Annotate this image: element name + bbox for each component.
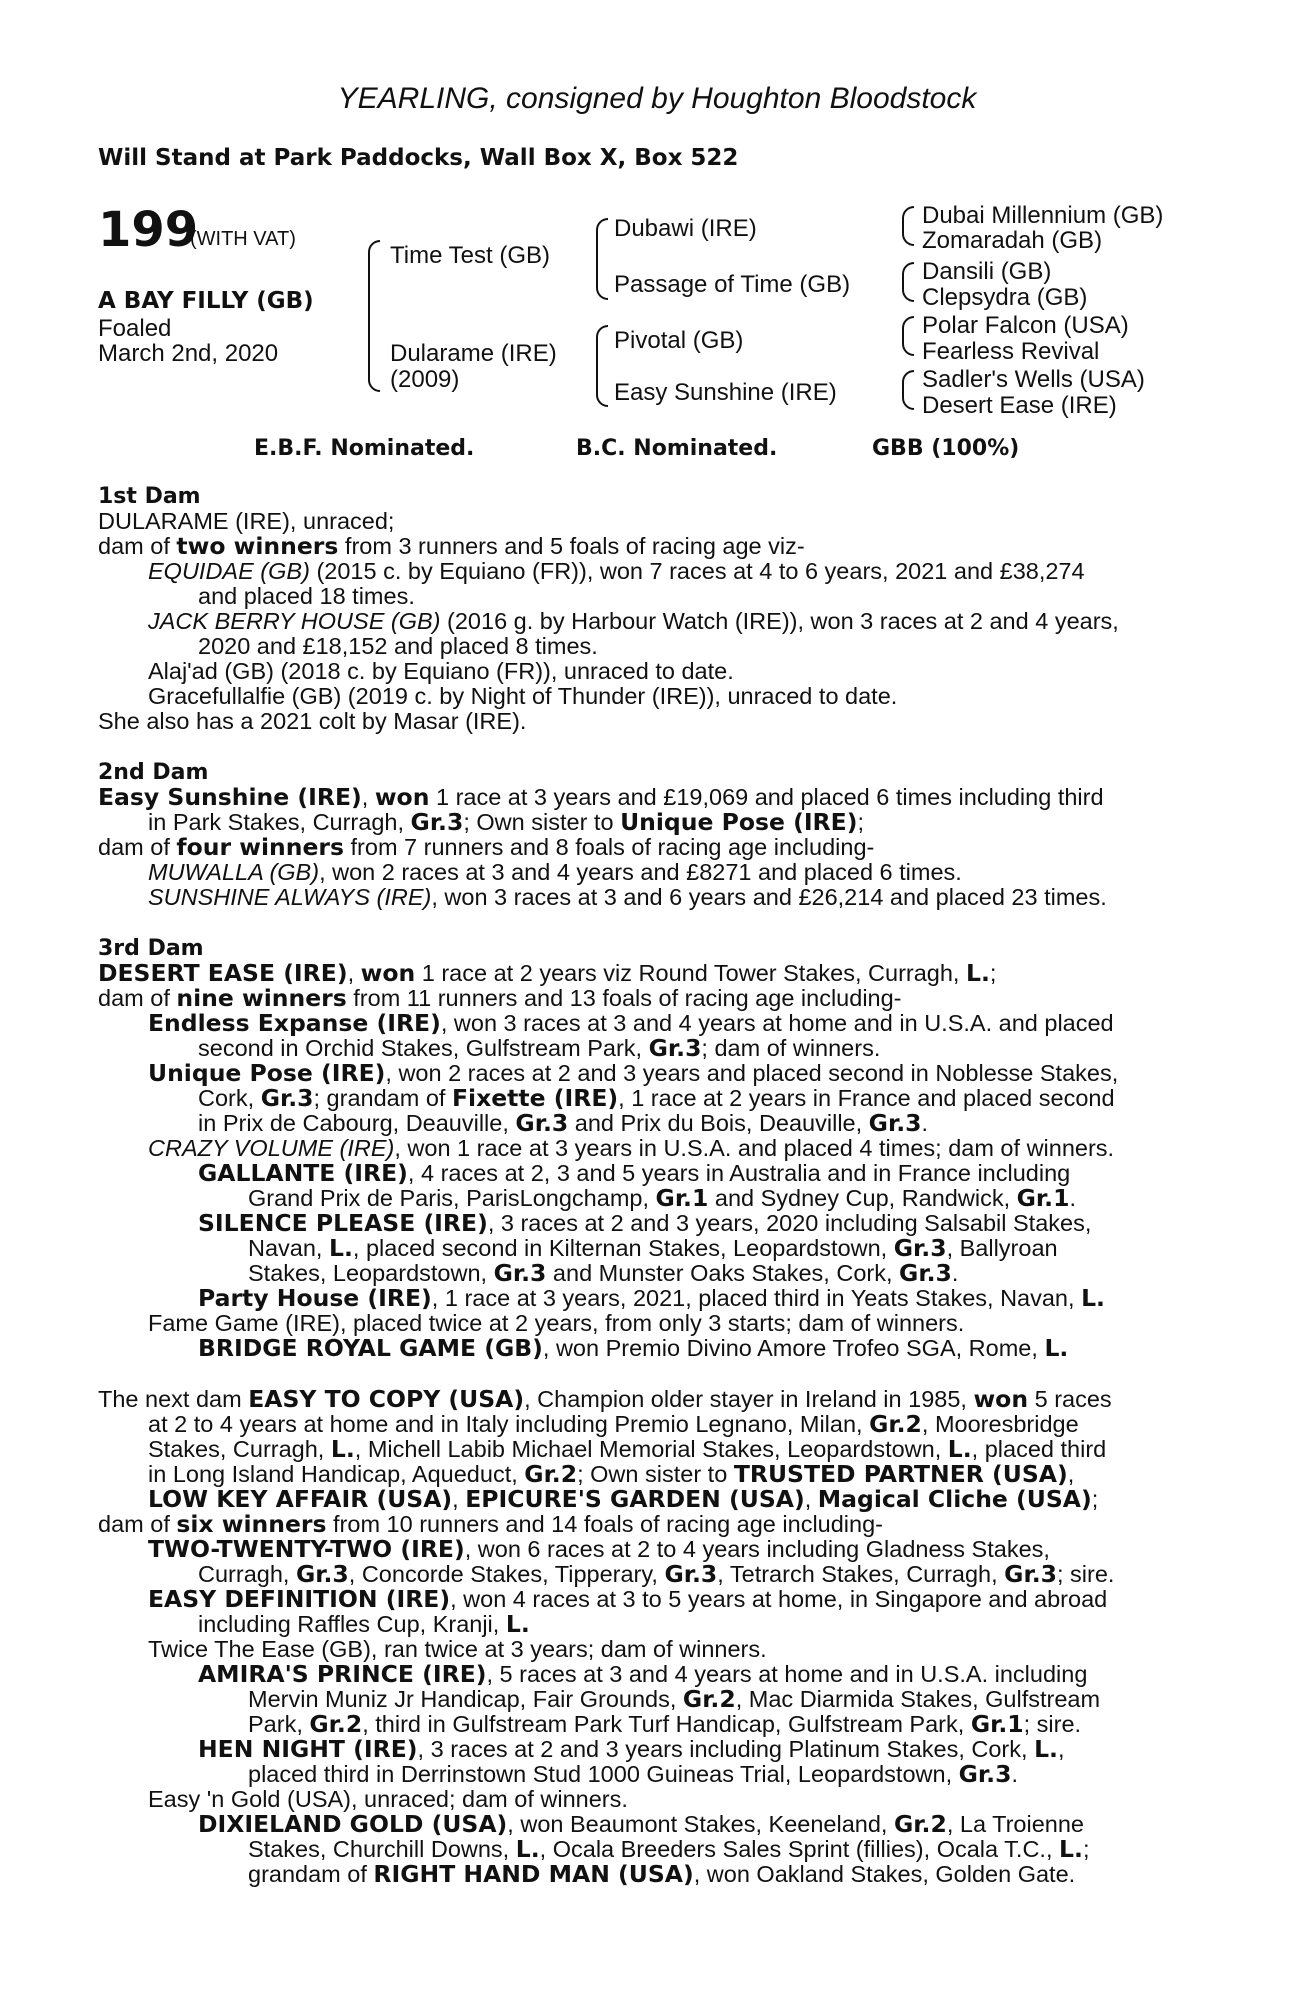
dam3-line: Fame Game (IRE), placed twice at 2 years, from only 3 starts; dam of winners. bbox=[148, 1310, 965, 1336]
next-dam-line: dam of six winners from 10 runners and 14 foals of racing age including- bbox=[98, 1510, 883, 1538]
next-dam-line: EASY DEFINITION (IRE), won 4 races at 3 to 5 years at home, in Singapore and abroad bbox=[148, 1585, 1108, 1613]
dam: Dularame (IRE) bbox=[390, 340, 557, 367]
dam-dam: Easy Sunshine (IRE) bbox=[614, 379, 837, 406]
g1b: Zomaradah (GB) bbox=[922, 227, 1103, 254]
next-dam-line: Mervin Muniz Jr Handicap, Fair Grounds, Gr.2, Mac Diarmida Stakes, Gulfstream bbox=[248, 1685, 1101, 1713]
dam1-line: Gracefullalfie (GB) (2019 c. by Night of Thunder (IRE)), unraced to date. bbox=[148, 683, 898, 709]
dam3-line: SILENCE PLEASE (IRE), 3 races at 2 and 3 years, 2020 including Salsabil Stakes, bbox=[198, 1209, 1092, 1237]
g4b: Desert Ease (IRE) bbox=[922, 392, 1117, 419]
page-title: YEARLING, consigned by Houghton Bloodstock bbox=[337, 82, 977, 115]
next-dam-line: at 2 to 4 years at home and in Italy including Premio Legnano, Milan, Gr.2, Mooresbridge bbox=[148, 1410, 1079, 1438]
dam3-line: CRAZY VOLUME (IRE), won 1 race at 3 years in U.S.A. and placed 4 times; dam of winners. bbox=[148, 1135, 1115, 1161]
dam1-line: DULARAME (IRE), unraced; bbox=[98, 508, 395, 534]
g3b: Fearless Revival bbox=[922, 338, 1100, 365]
dam3-line: Endless Expanse (IRE), won 3 races at 3 and 4 years at home and in U.S.A. and placed bbox=[148, 1009, 1114, 1037]
dam2-line: in Park Stakes, Curragh, Gr.3; Own sister to Unique Pose (IRE); bbox=[148, 808, 864, 836]
dam-brace bbox=[596, 325, 608, 407]
dam3-line: Grand Prix de Paris, ParisLongchamp, Gr.1 and Sydney Cup, Randwick, Gr.1. bbox=[248, 1184, 1076, 1212]
dam3-line: Cork, Gr.3; grandam of Fixette (IRE), 1 race at 2 years in France and placed second bbox=[198, 1084, 1115, 1112]
dam3-line: Stakes, Leopardstown, Gr.3 and Munster Oaks Stakes, Cork, Gr.3. bbox=[248, 1259, 959, 1287]
dam2-line: SUNSHINE ALWAYS (IRE), won 3 races at 3 and 6 years and £26,214 and placed 23 times. bbox=[148, 884, 1107, 910]
next-dam-line: LOW KEY AFFAIR (USA), EPICURE'S GARDEN (USA), Magical Cliche (USA); bbox=[148, 1485, 1099, 1513]
next-dam-line: including Raffles Cup, Kranji, L. bbox=[198, 1610, 530, 1638]
foaled-date: March 2nd, 2020 bbox=[98, 340, 279, 367]
next-dam-line: Park, Gr.2, third in Gulfstream Park Turf Handicap, Gulfstream Park, Gr.1; sire. bbox=[248, 1710, 1082, 1738]
dam1-line: EQUIDAE (GB) (2015 c. by Equiano (FR)), won 7 races at 4 to 6 years, 2021 and £38,274 bbox=[148, 558, 1085, 584]
dam-sire: Pivotal (GB) bbox=[614, 327, 744, 354]
next-dam-line: placed third in Derrinstown Stud 1000 Guineas Trial, Leopardstown, Gr.3. bbox=[248, 1760, 1018, 1788]
g1-brace bbox=[902, 206, 914, 246]
dam2-line: dam of four winners from 7 runners and 8 foals of racing age including- bbox=[98, 833, 875, 861]
g3-brace bbox=[902, 316, 914, 356]
dam3-line: Unique Pose (IRE), won 2 races at 2 and 3 years and placed second in Noblesse Stakes, bbox=[148, 1059, 1119, 1087]
g2-brace bbox=[902, 262, 914, 302]
sire-dam: Passage of Time (GB) bbox=[614, 271, 851, 298]
dam3-line: Navan, L., placed second in Kilternan Stakes, Leopardstown, Gr.3, Ballyroan bbox=[248, 1234, 1058, 1262]
next-dam-line: Stakes, Curragh, L., Michell Labib Michael Memorial Stakes, Leopardstown, L., placed third bbox=[148, 1435, 1107, 1463]
lot-name: A BAY FILLY (GB) bbox=[98, 288, 314, 314]
sire-brace bbox=[596, 218, 608, 300]
dam1-line: Alaj'ad (GB) (2018 c. by Equiano (FR)), unraced to date. bbox=[148, 658, 734, 684]
dam1-line: dam of two winners from 3 runners and 5 foals of racing age viz- bbox=[98, 532, 805, 560]
next-dam-line: TWO-TWENTY-TWO (IRE), won 6 races at 2 to 4 years including Gladness Stakes, bbox=[148, 1535, 1050, 1563]
dam2-line: Easy Sunshine (IRE), won 1 race at 3 years and £19,069 and placed 6 times including third bbox=[98, 783, 1104, 811]
next-dam-line: Curragh, Gr.3, Concorde Stakes, Tipperary, Gr.3, Tetrarch Stakes, Curragh, Gr.3; sire. bbox=[198, 1560, 1115, 1588]
dam1-line: JACK BERRY HOUSE (GB) (2016 g. by Harbour Watch (IRE)), won 3 races at 2 and 4 years, bbox=[148, 608, 1119, 634]
g3a: Polar Falcon (USA) bbox=[922, 312, 1129, 339]
g4a: Sadler's Wells (USA) bbox=[922, 366, 1145, 393]
dam3-line: in Prix de Cabourg, Deauville, Gr.3 and Prix du Bois, Deauville, Gr.3. bbox=[198, 1109, 929, 1137]
next-dam-line: grandam of RIGHT HAND MAN (USA), won Oakland Stakes, Golden Gate. bbox=[248, 1860, 1076, 1888]
dam3-line: GALLANTE (IRE), 4 races at 2, 3 and 5 years in Australia and in France including bbox=[198, 1159, 1071, 1187]
dam3-line: BRIDGE ROYAL GAME (GB), won Premio Divino Amore Trofeo SGA, Rome, L. bbox=[198, 1334, 1069, 1362]
dam1-line: and placed 18 times. bbox=[198, 583, 415, 609]
lot-number: 199 bbox=[98, 202, 199, 258]
stand-location: Will Stand at Park Paddocks, Wall Box X, Box 522 bbox=[98, 145, 739, 171]
g4-brace bbox=[902, 370, 914, 410]
next-dam-line: Stakes, Churchill Downs, L., Ocala Breeders Sales Sprint (fillies), Ocala T.C., L.; bbox=[248, 1835, 1090, 1863]
g1a: Dubai Millennium (GB) bbox=[922, 202, 1164, 229]
dam3-line: DESERT EASE (IRE), won 1 race at 2 years viz Round Tower Stakes, Curragh, L.; bbox=[98, 959, 997, 987]
dam3-line: Party House (IRE), 1 race at 3 years, 2021, placed third in Yeats Stakes, Navan, L. bbox=[198, 1284, 1105, 1312]
dam2-line: MUWALLA (GB), won 2 races at 3 and 4 years and £8271 and placed 6 times. bbox=[148, 859, 962, 885]
dam-year: (2009) bbox=[390, 366, 460, 393]
sire: Time Test (GB) bbox=[390, 242, 551, 269]
g2a: Dansili (GB) bbox=[922, 258, 1052, 285]
dam1-line: She also has a 2021 colt by Masar (IRE). bbox=[98, 708, 527, 734]
pedigree-brace bbox=[368, 240, 380, 392]
bc-nominated: B.C. Nominated. bbox=[576, 436, 778, 461]
dam1-line: 2020 and £18,152 and placed 8 times. bbox=[198, 633, 598, 659]
first-dam-heading: 1st Dam bbox=[98, 484, 201, 509]
sire-sire: Dubawi (IRE) bbox=[614, 215, 757, 242]
dam3-line: dam of nine winners from 11 runners and 13 foals of racing age including- bbox=[98, 984, 902, 1012]
next-dam-line: Easy 'n Gold (USA), unraced; dam of winners. bbox=[148, 1786, 628, 1812]
next-dam-line: Twice The Ease (GB), ran twice at 3 years; dam of winners. bbox=[148, 1636, 767, 1662]
next-dam-line: HEN NIGHT (IRE), 3 races at 2 and 3 years including Platinum Stakes, Cork, L., bbox=[198, 1735, 1065, 1763]
dam3-line: second in Orchid Stakes, Gulfstream Park, Gr.3; dam of winners. bbox=[198, 1034, 881, 1062]
ebf-nominated: E.B.F. Nominated. bbox=[254, 436, 475, 461]
second-dam-heading: 2nd Dam bbox=[98, 760, 209, 785]
third-dam-heading: 3rd Dam bbox=[98, 936, 204, 961]
next-dam-line: AMIRA'S PRINCE (IRE), 5 races at 3 and 4 years at home and in U.S.A. including bbox=[198, 1660, 1088, 1688]
next-dam-line: The next dam EASY TO COPY (USA), Champion older stayer in Ireland in 1985, won 5 races bbox=[98, 1385, 1112, 1413]
next-dam-line: DIXIELAND GOLD (USA), won Beaumont Stakes, Keeneland, Gr.2, La Troienne bbox=[198, 1810, 1084, 1838]
vat-label: (WITH VAT) bbox=[190, 228, 296, 250]
g2b: Clepsydra (GB) bbox=[922, 284, 1088, 311]
gbb-label: GBB (100%) bbox=[872, 436, 1020, 461]
next-dam-line: in Long Island Handicap, Aqueduct, Gr.2; Own sister to TRUSTED PARTNER (USA), bbox=[148, 1460, 1075, 1488]
foaled-label: Foaled bbox=[98, 315, 172, 342]
